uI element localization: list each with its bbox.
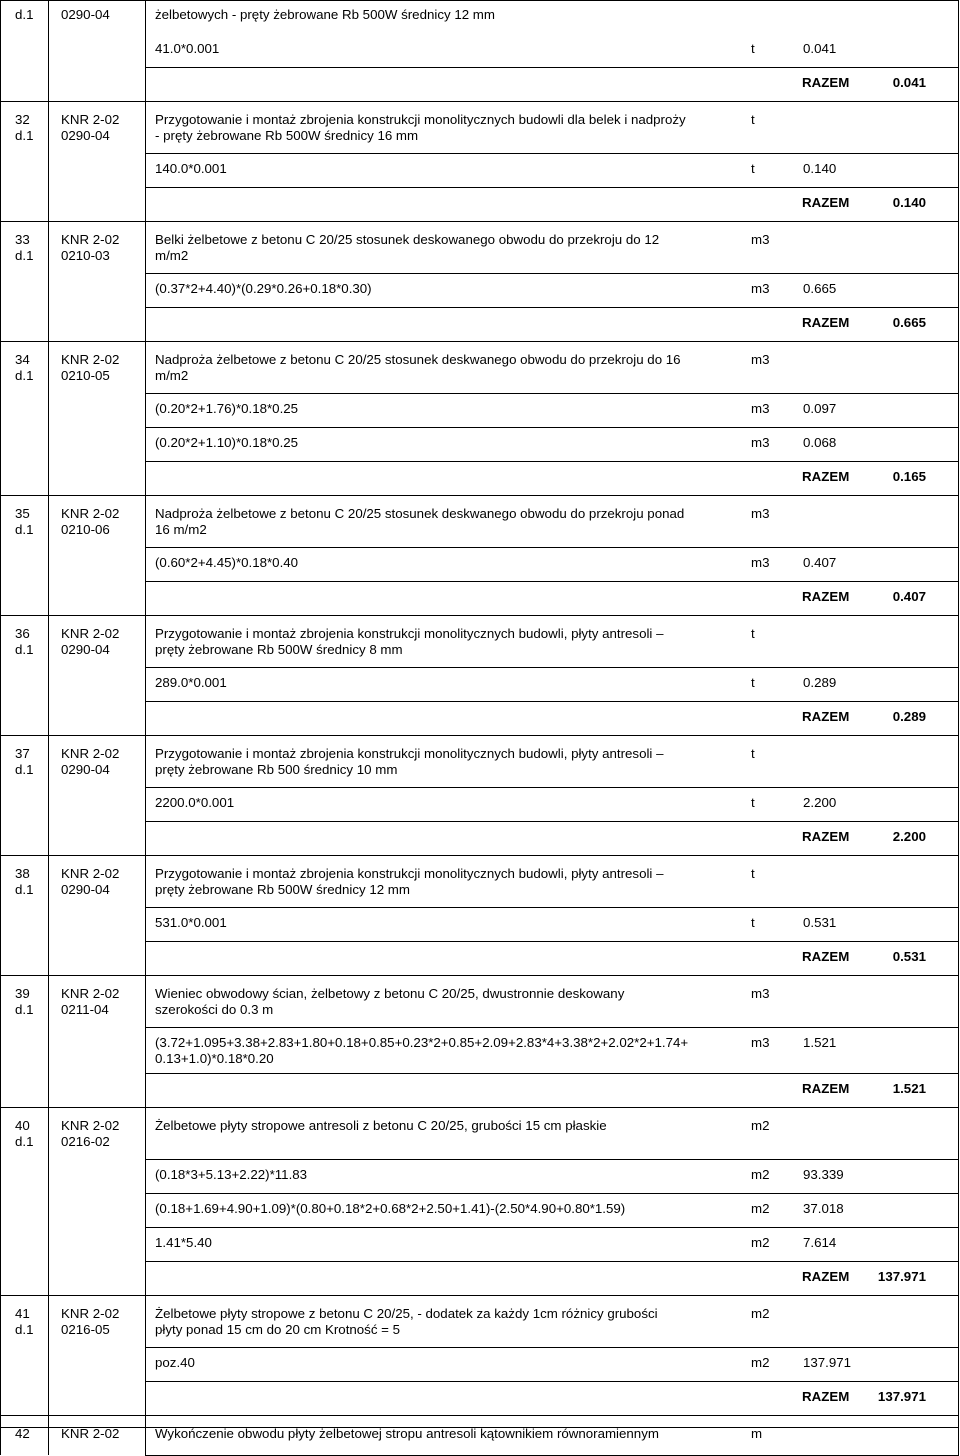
column-rule (958, 495, 959, 615)
column-rule (48, 1415, 49, 1455)
measurement-value: 0.068 (803, 435, 837, 450)
item-number: 38 (15, 866, 30, 881)
column-rule (958, 101, 959, 221)
item-ref: d.1 (15, 642, 34, 657)
item-description: Belki żelbetowe z betonu C 20/25 stosunek deskowanego obwodu do przekroju do 12 m/m2 (155, 232, 660, 263)
row-rule (0, 1415, 959, 1416)
column-rule (0, 0, 1, 101)
column-rule (958, 1107, 959, 1295)
measurement-expression: 531.0*0.001 (155, 915, 227, 930)
table-row (0, 1415, 960, 1455)
total-label: RAZEM (802, 315, 850, 330)
item-description: Nadproża żelbetowe z betonu C 20/25 stosunek deskwanego obwodu do przekroju ponad 16 m/m2 (155, 506, 685, 537)
measurement-unit: t (751, 41, 755, 56)
item-number: 41 (15, 1306, 30, 1321)
column-rule (958, 975, 959, 1107)
measurement-expression: 1.41*5.40 (155, 1235, 212, 1250)
column-rule (958, 615, 959, 735)
catalog-code: 0290-04 (61, 7, 110, 22)
column-rule (48, 1295, 49, 1415)
row-rule (0, 221, 959, 222)
column-rule (48, 0, 49, 101)
row-rule (145, 1159, 959, 1160)
item-ref: d.1 (15, 128, 34, 143)
row-rule (145, 1193, 959, 1194)
measurement-value: 1.521 (803, 1035, 837, 1050)
total-label: RAZEM (802, 1269, 850, 1284)
measurement-value: 37.018 (803, 1201, 844, 1216)
column-rule (0, 975, 1, 1107)
column-rule (958, 855, 959, 975)
item-ref: d.1 (15, 882, 34, 897)
catalog-code: KNR 2-02 0216-02 (61, 1118, 120, 1149)
item-unit: m3 (751, 986, 770, 1001)
row-rule (0, 341, 959, 342)
row-rule (145, 1381, 959, 1382)
column-rule (958, 221, 959, 341)
total-label: RAZEM (802, 829, 850, 844)
measurement-expression: (0.18+1.69+4.90+1.09)*(0.80+0.18*2+0.68*2+2.50+1.41)-(2.50*4.90+0.80*1.59) (155, 1201, 626, 1216)
table-row (0, 855, 960, 975)
item-ref: d.1 (15, 7, 34, 22)
column-rule (145, 101, 146, 221)
measurement-unit: m3 (751, 1035, 770, 1050)
row-rule (145, 1261, 959, 1262)
measurement-unit: t (751, 915, 755, 930)
row-rule (145, 547, 959, 548)
total-label: RAZEM (802, 589, 850, 604)
column-rule (48, 495, 49, 615)
row-rule (145, 307, 959, 308)
measurement-unit: m2 (751, 1235, 770, 1250)
item-unit: m3 (751, 506, 770, 521)
total-value: 0.140 (892, 195, 926, 210)
row-rule (0, 101, 959, 102)
column-rule (0, 1415, 1, 1455)
row-rule (145, 701, 959, 702)
column-rule (48, 615, 49, 735)
item-unit: m (751, 1426, 763, 1441)
measurement-unit: m3 (751, 555, 770, 570)
total-value: 0.289 (892, 709, 926, 724)
total-value: 0.041 (892, 75, 926, 90)
catalog-code: KNR 2-02 0290-04 (61, 746, 120, 777)
measurement-unit: m2 (751, 1167, 770, 1182)
column-rule (0, 101, 1, 221)
measurement-unit: t (751, 675, 755, 690)
column-rule (0, 735, 1, 855)
column-rule (0, 855, 1, 975)
measurement-value: 0.407 (803, 555, 837, 570)
item-number: 36 (15, 626, 30, 641)
total-value: 0.165 (892, 469, 926, 484)
measurement-expression: (0.18*3+5.13+2.22)*11.83 (155, 1167, 308, 1182)
column-rule (145, 615, 146, 735)
item-ref: d.1 (15, 1002, 34, 1017)
measurement-unit: m3 (751, 281, 770, 296)
item-unit: m2 (751, 1118, 770, 1133)
item-ref: d.1 (15, 522, 34, 537)
table-row (0, 1107, 960, 1295)
total-label: RAZEM (802, 949, 850, 964)
row-rule (0, 855, 959, 856)
column-rule (0, 341, 1, 495)
column-rule (145, 1295, 146, 1415)
measurement-value: 0.289 (803, 675, 837, 690)
row-rule (0, 975, 959, 976)
item-description: Przygotowanie i montaż zbrojenia konstrukcji monolitycznych budowli dla belek i nadproży - pręty żebrowane Rb 500W średnicy 16 mm (155, 112, 686, 143)
item-unit: t (751, 866, 755, 881)
row-rule (145, 1073, 959, 1074)
item-number: 35 (15, 506, 30, 521)
total-value: 0.665 (892, 315, 926, 330)
item-unit: t (751, 626, 755, 641)
item-number: 32 (15, 112, 30, 127)
item-number: 34 (15, 352, 30, 367)
row-rule (0, 1107, 959, 1108)
item-unit: m2 (751, 1306, 770, 1321)
measurement-value: 0.041 (803, 41, 837, 56)
item-description: Przygotowanie i montaż zbrojenia konstrukcji monolitycznych budowli, płyty antresoli – pręty żebrowane Rb 500W średnicy 12 mm (155, 866, 664, 897)
total-label: RAZEM (802, 709, 850, 724)
column-rule (0, 615, 1, 735)
item-unit: m3 (751, 352, 770, 367)
column-rule (145, 1107, 146, 1295)
catalog-code: KNR 2-02 0290-04 (61, 626, 120, 657)
column-rule (958, 1295, 959, 1415)
item-description: Przygotowanie i montaż zbrojenia konstrukcji monolitycznych budowli, płyty antresoli – pręty żebrowane Rb 500 średnicy 10 mm (155, 746, 664, 777)
column-rule (145, 975, 146, 1107)
table-row (0, 101, 960, 221)
item-unit: m3 (751, 232, 770, 247)
row-rule (145, 427, 959, 428)
item-ref: d.1 (15, 1322, 34, 1337)
measurement-unit: t (751, 795, 755, 810)
item-description: Żelbetowe płyty stropowe z betonu C 20/25, - dodatek za każdy 1cm różnicy grubości płyty ponad 15 cm do 20 cm Krotność = 5 (155, 1306, 658, 1337)
measurement-expression: (0.60*2+4.45)*0.18*0.40 (155, 555, 299, 570)
item-number: 42 (15, 1426, 30, 1441)
row-rule (145, 907, 959, 908)
column-rule (48, 101, 49, 221)
total-label: RAZEM (802, 195, 850, 210)
row-rule (145, 1027, 959, 1028)
measurement-value: 2.200 (803, 795, 837, 810)
item-unit: t (751, 112, 755, 127)
row-rule (0, 735, 959, 736)
column-rule (0, 1295, 1, 1415)
measurement-expression: 2200.0*0.001 (155, 795, 235, 810)
row-rule (0, 495, 959, 496)
row-rule (0, 0, 959, 1)
row-rule (0, 615, 959, 616)
table-row (0, 341, 960, 495)
catalog-code: KNR 2-02 0210-05 (61, 352, 120, 383)
total-value: 0.531 (892, 949, 926, 964)
column-rule (48, 341, 49, 495)
measurement-unit: m3 (751, 401, 770, 416)
measurement-value: 0.140 (803, 161, 837, 176)
column-rule (48, 855, 49, 975)
catalog-code: KNR 2-02 0210-03 (61, 232, 120, 263)
row-rule (145, 273, 959, 274)
column-rule (0, 1107, 1, 1295)
item-description: Nadproża żelbetowe z betonu C 20/25 stosunek deskwanego obwodu do przekroju do 16 m/m2 (155, 352, 681, 383)
measurement-expression: 41.0*0.001 (155, 41, 220, 56)
total-label: RAZEM (802, 75, 850, 90)
measurement-unit: m2 (751, 1355, 770, 1370)
column-rule (145, 221, 146, 341)
column-rule (958, 1415, 959, 1455)
measurement-value: 137.971 (803, 1355, 852, 1370)
column-rule (48, 221, 49, 341)
table-row (0, 1295, 960, 1415)
table-row (0, 495, 960, 615)
item-unit: t (751, 746, 755, 761)
item-ref: d.1 (15, 762, 34, 777)
total-value: 2.200 (892, 829, 926, 844)
catalog-code: KNR 2-02 0210-06 (61, 506, 120, 537)
row-rule (145, 821, 959, 822)
row-rule (145, 667, 959, 668)
catalog-code: KNR 2-02 0216-05 (61, 1306, 120, 1337)
measurement-expression: (0.20*2+1.76)*0.18*0.25 (155, 401, 299, 416)
catalog-code: KNR 2-02 0211-04 (61, 986, 120, 1017)
item-ref: d.1 (15, 1134, 34, 1149)
total-value: 137.971 (877, 1269, 926, 1284)
column-rule (48, 735, 49, 855)
column-rule (958, 735, 959, 855)
measurement-unit: m3 (751, 435, 770, 450)
item-description: Przygotowanie i montaż zbrojenia konstrukcji monolitycznych budowli, płyty antresoli – pręty żebrowane Rb 500W średnicy 8 mm (155, 626, 664, 657)
item-number: 33 (15, 232, 30, 247)
measurement-unit: m2 (751, 1201, 770, 1216)
row-rule (145, 1227, 959, 1228)
row-rule (145, 187, 959, 188)
item-description: Żelbetowe płyty stropowe antresoli z betonu C 20/25, grubości 15 cm płaskie (155, 1118, 607, 1133)
total-label: RAZEM (802, 469, 850, 484)
total-value: 1.521 (892, 1081, 926, 1096)
column-rule (145, 341, 146, 495)
row-rule (145, 787, 959, 788)
item-number: 39 (15, 986, 30, 1001)
column-rule (958, 341, 959, 495)
measurement-value: 93.339 (803, 1167, 844, 1182)
column-rule (145, 495, 146, 615)
item-ref: d.1 (15, 368, 34, 383)
column-rule (0, 495, 1, 615)
measurement-expression: (0.20*2+1.10)*0.18*0.25 (155, 435, 299, 450)
measurement-expression: (3.72+1.095+3.38+2.83+1.80+0.18+0.85+0.23*2+0.85+2.09+2.83*4+3.38*2+2.02*2+1.74+ 0.13+1.0)*0.18*0.20 (155, 1035, 689, 1066)
catalog-code: KNR 2-02 0290-04 (61, 112, 120, 143)
row-rule (145, 461, 959, 462)
column-rule (958, 0, 959, 101)
column-rule (145, 0, 146, 101)
column-rule (145, 855, 146, 975)
item-ref: d.1 (15, 248, 34, 263)
measurement-expression: (0.37*2+4.40)*(0.29*0.26+0.18*0.30) (155, 281, 372, 296)
measurement-value: 7.614 (803, 1235, 837, 1250)
column-rule (145, 1415, 146, 1455)
row-rule (145, 393, 959, 394)
item-description: Wykończenie obwodu płyty żelbetowej stropu antresoli kątownikiem równoramiennym (155, 1426, 659, 1441)
row-rule (0, 1295, 959, 1296)
table-row (0, 221, 960, 341)
total-label: RAZEM (802, 1081, 850, 1096)
row-rule (145, 581, 959, 582)
measurement-expression: 289.0*0.001 (155, 675, 227, 690)
item-number: 40 (15, 1118, 30, 1133)
table-row (0, 0, 960, 101)
measurement-value: 0.097 (803, 401, 837, 416)
column-rule (48, 975, 49, 1107)
measurement-expression: poz.40 (155, 1355, 195, 1370)
row-rule (145, 941, 959, 942)
measurement-expression: 140.0*0.001 (155, 161, 227, 176)
measurement-unit: t (751, 161, 755, 176)
total-value: 0.407 (892, 589, 926, 604)
row-rule (145, 153, 959, 154)
row-rule (145, 67, 959, 68)
column-rule (48, 1107, 49, 1295)
table-row (0, 615, 960, 735)
measurement-value: 0.665 (803, 281, 837, 296)
item-description: Wieniec obwodowy ścian, żelbetowy z betonu C 20/25, dwustronnie deskowany szerokości do 0.3 m (155, 986, 625, 1017)
total-value: 137.971 (877, 1389, 926, 1404)
measurement-value: 0.531 (803, 915, 837, 930)
table-row (0, 975, 960, 1107)
column-rule (145, 735, 146, 855)
column-rule (0, 221, 1, 341)
catalog-code: KNR 2-02 0290-04 (61, 866, 120, 897)
item-description: żelbetowych - pręty żebrowane Rb 500W średnicy 12 mm (155, 7, 495, 22)
row-rule (145, 1347, 959, 1348)
item-number: 37 (15, 746, 30, 761)
total-label: RAZEM (802, 1389, 850, 1404)
table-row (0, 735, 960, 855)
catalog-code: KNR 2-02 (61, 1426, 120, 1441)
